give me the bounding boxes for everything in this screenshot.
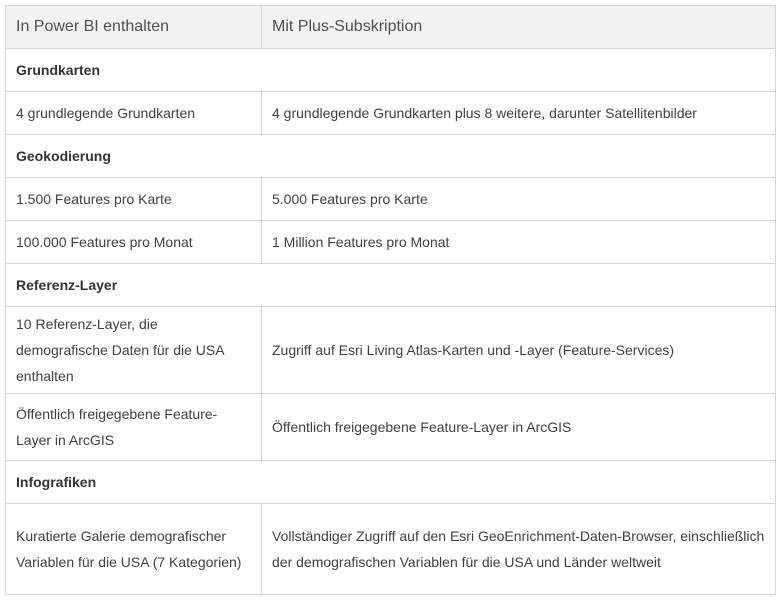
section-title: Infografiken xyxy=(6,461,776,504)
table-row xyxy=(6,394,776,461)
cell-plus: 1 Million Features pro Monat xyxy=(262,221,776,264)
cell-included: Öffentlich freigegebene Feature-Layer in ArcGIS xyxy=(6,394,262,461)
section-title: Referenz-Layer xyxy=(6,264,776,307)
table-header-row xyxy=(6,6,776,49)
section-row-infografiken xyxy=(6,461,776,504)
comparison-table-wrapper xyxy=(5,5,776,595)
comparison-table xyxy=(5,5,776,595)
section-row-geokodierung xyxy=(6,135,776,178)
cell-included: 1.500 Features pro Karte xyxy=(6,178,262,221)
cell-included: 4 grundlegende Grundkarten xyxy=(6,92,262,135)
cell-plus: 4 grundlegende Grundkarten plus 8 weitere, darunter Satellitenbilder xyxy=(262,92,776,135)
table-row xyxy=(6,178,776,221)
table-row xyxy=(6,307,776,394)
section-title: Grundkarten xyxy=(6,49,776,92)
section-row-referenz-layer xyxy=(6,264,776,307)
cell-plus: Vollständiger Zugriff auf den Esri GeoEnrichment-Daten-Browser, einschließlich der demografischen Variablen für die USA und Länder weltweit xyxy=(262,504,776,595)
cell-plus: Zugriff auf Esri Living Atlas-Karten und -Layer (Feature-Services) xyxy=(262,307,776,394)
table-row xyxy=(6,504,776,595)
cell-plus: 5.000 Features pro Karte xyxy=(262,178,776,221)
table-row xyxy=(6,92,776,135)
table-row xyxy=(6,221,776,264)
section-title: Geokodierung xyxy=(6,135,776,178)
cell-included: 10 Referenz-Layer, die demografische Daten für die USA enthalten xyxy=(6,307,262,394)
header-included: In Power BI enthalten xyxy=(6,6,262,49)
header-plus-subscription: Mit Plus-Subskription xyxy=(262,6,776,49)
cell-included: 100.000 Features pro Monat xyxy=(6,221,262,264)
cell-included: Kuratierte Galerie demografischer Variablen für die USA (7 Kategorien) xyxy=(6,504,262,595)
section-row-grundkarten xyxy=(6,49,776,92)
cell-plus: Öffentlich freigegebene Feature-Layer in ArcGIS xyxy=(262,394,776,461)
